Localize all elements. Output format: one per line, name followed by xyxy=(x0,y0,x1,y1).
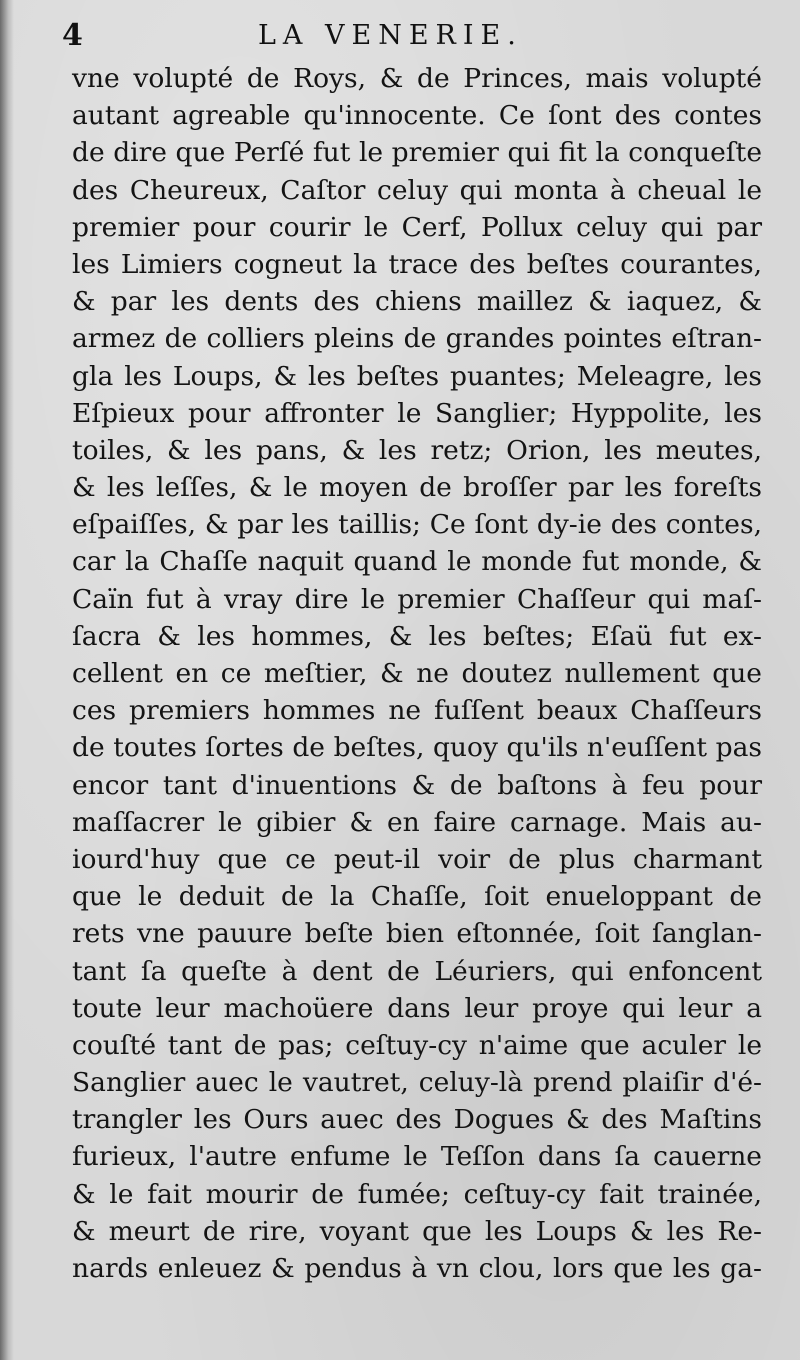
text-line: tant ſa queſte à dent de Léuriers, qui enfoncent xyxy=(72,955,762,987)
running-head xyxy=(62,12,762,56)
text-line: encor tant d'inuentions & de baſtons à feu pour xyxy=(72,769,762,801)
text-line: couſté tant de pas; ceſtuy-cy n'aime que aculer le xyxy=(72,1029,762,1061)
text-line: rets vne pauure beſte bien eſtonnée, ſoit ſanglan- xyxy=(72,918,762,950)
text-line: & meurt de rire, voyant que les Loups & les Re- xyxy=(72,1215,762,1247)
text-line: armez de colliers pleins de grandes pointes eſtran- xyxy=(72,323,762,355)
text-line: vne volupté de Roys, & de Princes, mais volupté xyxy=(72,63,762,94)
text-line: Sanglier auec le vautret, celuy-là prend plaiſir d'é- xyxy=(72,1067,762,1099)
text-line: des Cheureux, Caſtor celuy qui monta à cheual le xyxy=(72,174,762,206)
running-title: LA VENERIE. xyxy=(258,20,523,51)
text-line: toiles, & les pans, & les retz; Orion, les meutes, xyxy=(72,434,762,466)
text-line: Eſpieux pour affronter le Sanglier; Hyppolite, les xyxy=(72,397,762,429)
text-line: trangler les Ours auec des Dogues & des Maſtins xyxy=(72,1104,762,1136)
text-line: autant agreable qu'innocente. Ce ſont des contes xyxy=(72,100,762,132)
text-line: & le fait mourir de fumée; ceſtuy-cy fait trainée, xyxy=(72,1178,762,1210)
text-line: que le deduit de la Chaſſe, ſoit enueloppant de xyxy=(72,881,762,913)
text-line: eſpaiſſes, & par les taillis; Ce ſont dy-ie des contes, xyxy=(72,509,762,541)
text-line: ſacra & les hommes, & les beſtes; Eſaü fut ex- xyxy=(72,620,762,652)
text-line: car la Chaſſe naquit quand le monde fut monde, & xyxy=(72,546,762,578)
text-line: cellent en ce meſtier, & ne doutez nullement que xyxy=(72,658,762,689)
text-line: toute leur machoüere dans leur proye qui leur a xyxy=(72,992,762,1024)
text-line: ces premiers hommes ne fuſſent beaux Chaſſeurs xyxy=(72,695,762,727)
text-line: maſſacrer le gibier & en faire carnage. Mais au- xyxy=(72,806,762,838)
text-line: de dire que Perſé fut le premier qui fit la conqueſte xyxy=(72,137,762,169)
text-line: & par les dents des chiens maillez & iaquez, & xyxy=(72,286,762,318)
text-line: furieux, l'autre enfume le Teſſon dans ſa cauerne xyxy=(72,1141,762,1173)
text-line: de toutes ſortes de beſtes, quoy qu'ils n'euſſent pas xyxy=(72,732,762,764)
text-line: gla les Loups, & les beſtes puantes; Meleagre, les xyxy=(72,360,762,392)
text-line: premier pour courir le Cerf, Pollux celuy qui par xyxy=(72,211,762,243)
text-line: & les leſſes, & le moyen de broſſer par les foreſts xyxy=(72,472,762,504)
text-line: iourd'huy que ce peut-il voir de plus charmant xyxy=(72,843,762,875)
page-number: 4 xyxy=(62,18,83,53)
page-gutter-shadow xyxy=(0,0,14,1360)
body-text xyxy=(72,60,762,1287)
text-line: les Limiers cogneut la trace des beſtes courantes, xyxy=(72,248,762,280)
text-line: Caïn fut à vray dire le premier Chaſſeur qui maſ- xyxy=(72,583,762,615)
text-line: nards enleuez & pendus à vn clou, lors que les ga- xyxy=(72,1253,762,1284)
